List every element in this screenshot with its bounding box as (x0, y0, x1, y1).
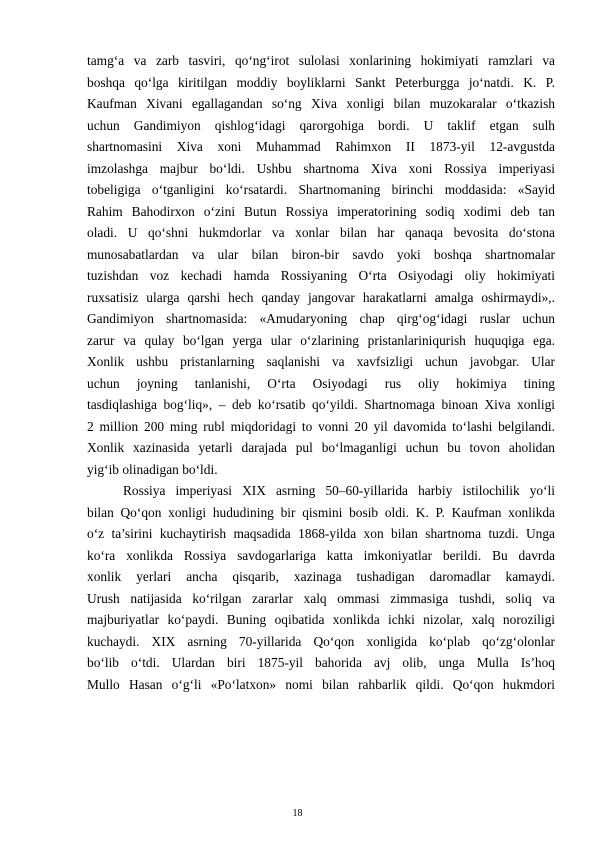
text-line: Rahim Bahodirxon o‘zini Butun Rossiya imperatorining sodiq xodimi deb tan (87, 203, 555, 219)
text-line: bo‘lib o‘tdi. Ulardan biri 1875-yil bahorida avj olib, unga Mulla Is’hoq (87, 655, 555, 670)
text-line: Mullo Hasan o‘g‘li «Po‘latxon» nomi bilan rahbarlik qildi. Qo‘qon hukmdori (87, 676, 555, 692)
text-line: majburiyatlar ko‘paydi. Buning oqibatida xonlikda ichki nizolar, xalq noroziligi (87, 612, 555, 627)
text-line: tobeligiga o‘tganligini ko‘rsatardi. Shartnomaning birinchi moddasida: «Sayid (87, 182, 555, 197)
page-number: 18 (292, 808, 303, 819)
text-line: Urush natijasida ko‘rilgan zararlar xalq ommasi zimmasiga tushdi, soliq va (87, 590, 555, 606)
text-line: tamg‘a va zarb tasviri, qo‘ng‘irot sulolasi xonlarining hokimiyati ramzlari va (87, 53, 555, 68)
text-line: tuzishdan voz kechadi hamda Rossiyaning O‘rta Osiyodagi oliy hokimiyati (87, 268, 555, 283)
text-line: tasdiqlashiga bog‘liq», – deb ko‘rsatib qo‘yildi. Shartnomaga binoan Xiva xonligi (87, 397, 555, 412)
text-line: ruxsatisiz ularga qarshi hech qanday jangovar harakatlarni amalga oshirmaydi»,. (87, 289, 555, 305)
text-line: kuchaydi. XIX asrning 70-yillarida Qo‘qon xonligida ko‘plab qo‘zg‘olonlar (87, 633, 555, 649)
text-line: imzolashga majbur bo‘ldi. Ushbu shartnoma Xiva xoni Rossiya imperiyasi (87, 160, 555, 176)
text-line: bilan Qo‘qon xonligi hududining bir qismini bosib oldi. K. P. Kaufman xonlikda (87, 504, 555, 520)
text-line: munosabatlardan va ular bilan biron-bir savdo yoki boshqa shartnomalar (87, 246, 555, 262)
text-line: Xonlik xazinasida yetarli darajada pul bo‘lmaganligi uchun bu tovon aholidan (87, 440, 555, 455)
paragraph-start-line: Rossiya imperiyasi XIX asrning 50–60-yillarida harbiy istilochilik yo‘li (123, 483, 555, 498)
text-line: shartnomasini Xiva xoni Muhammad Rahimxon II 1873-yil 12-avgustda (87, 139, 555, 154)
text-line: oladi. U qo‘shni hukmdorlar va xonlar bilan har qanaqa bevosita do‘stona (87, 225, 555, 240)
text-line: 2 million 200 ming rubl miqdoridagi to vonni 20 yil davomida to‘lashi belgilandi. (87, 418, 555, 434)
body-text (87, 50, 555, 695)
text-line: Kaufman Xivani egallagandan so‘ng Xiva xonligi bilan muzokaralar o‘tkazish (87, 96, 555, 111)
text-line: yig‘ib olinadigan bo‘ldi. (87, 461, 218, 477)
text-line: uchun joyning tanlanishi, O‘rta Osiyodagi rus oliy hokimiya tining (87, 375, 555, 391)
text-line: Xonlik ushbu pristanlarning saqlanishi va xavfsizligi uchun javobgar. Ular (87, 354, 555, 369)
text-line: zarur va qulay bo‘lgan yerga ular o‘zlarining pristanlariniqurish huquqiga ega. (87, 332, 555, 348)
text-line: xonlik yerlari ancha qisqarib, xazinaga tushadigan daromadlar kamaydi. (87, 569, 555, 584)
text-line: Gandimiyon shartnomasida: «Amudaryoning chap qirg‘og‘idagi ruslar uchun (87, 311, 555, 326)
text-line: uchun Gandimiyon qishlog‘idagi qarorgohiga bordi. U taklif etgan sulh (87, 117, 555, 133)
text-line: o‘z ta’sirini kuchaytirish maqsadida 1868-yilda xon bilan shartnoma tuzdi. Unga (87, 526, 555, 541)
text-line: ko‘ra xonlikda Rossiya savdogarlariga katta imkoniyatlar berildi. Bu davrda (87, 547, 555, 563)
text-line: boshqa qo‘lga kiritilgan moddiy boyliklarni Sankt Peterburgga jo‘natdi. K. P. (87, 74, 555, 90)
